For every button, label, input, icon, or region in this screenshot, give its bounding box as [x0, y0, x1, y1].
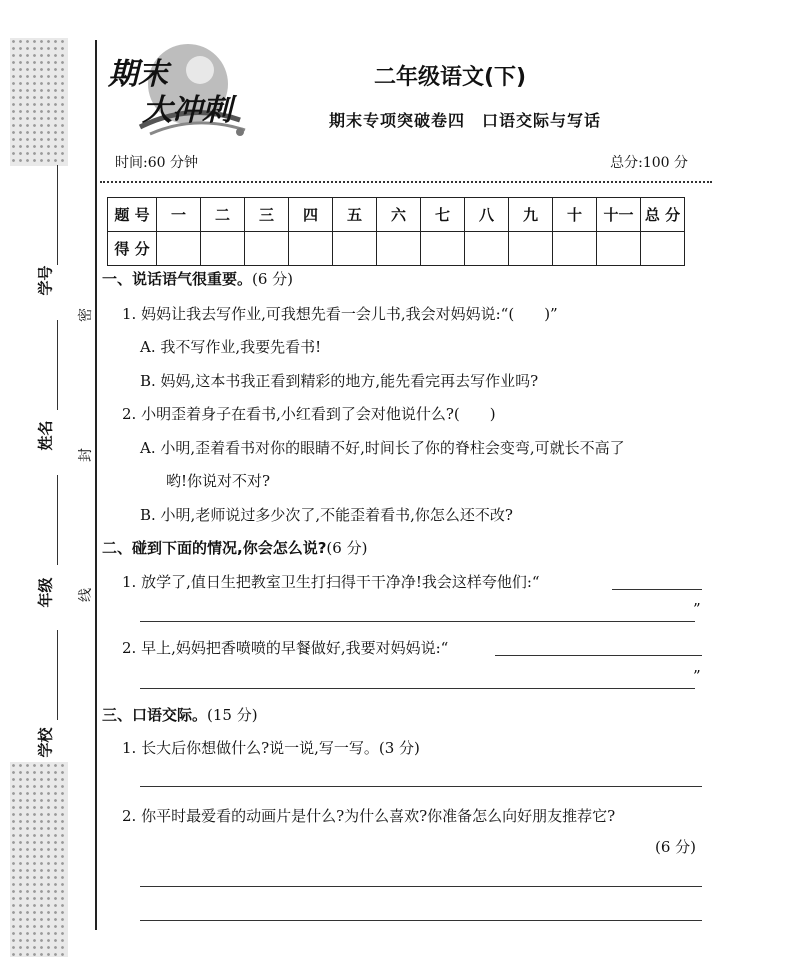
s2-q1-answer-line-1[interactable] [612, 589, 702, 590]
s1-question-1: 1. 妈妈让我去写作业,可我想先看一会儿书,我会对妈妈说:“( )” [122, 305, 558, 323]
score-header-cell: 四 [289, 198, 333, 232]
grade-label: 年级 [36, 577, 55, 608]
s1-q2-option-b: B. 小明,老师说过多少次了,不能歪着看书,你怎么还不改? [140, 506, 513, 524]
section-3-heading [102, 704, 258, 725]
name-label: 姓名 [36, 420, 55, 451]
student-id-label: 学号 [36, 265, 55, 296]
logo-text-1: 期末 [108, 57, 168, 92]
section-2-title: 二、碰到下面的情况,你会怎么说? [102, 539, 327, 557]
seal-mark-1: 密 [78, 308, 94, 322]
score-header-cell: 二 [201, 198, 245, 232]
section-2-heading [102, 537, 367, 558]
section-2-points: (6 分) [326, 539, 368, 557]
score-cell[interactable] [641, 232, 685, 266]
section-1-title: 一、说话语气很重要。 [102, 270, 253, 288]
grade-blank [57, 475, 58, 565]
score-cell[interactable] [289, 232, 333, 266]
page-title: 二年级语文(下) [373, 65, 527, 90]
student-id-blank [57, 165, 58, 265]
seal-mark-2: 封 [78, 448, 94, 462]
s1-q1-option-a: A. 我不写作业,我要先看书! [140, 338, 322, 356]
score-cell[interactable] [509, 232, 553, 266]
school-blank [57, 630, 58, 720]
s3-question-1: 1. 长大后你想做什么?说一说,写一写。(3 分) [122, 739, 420, 757]
score-header-cell: 总 分 [641, 198, 685, 232]
score-header-cell: 一 [157, 198, 201, 232]
s2-q2-answer-line-1[interactable] [495, 655, 702, 656]
s3-q2-points: (6 分) [655, 838, 697, 856]
score-header-cell: 十一 [597, 198, 641, 232]
s3-question-2: 2. 你平时最爱看的动画片是什么?为什么喜欢?你准备怎么向好朋友推荐它? [122, 807, 616, 825]
time-limit: 时间:60 分钟 [115, 155, 198, 171]
score-cell[interactable] [421, 232, 465, 266]
score-header-cell: 五 [333, 198, 377, 232]
score-cell[interactable] [157, 232, 201, 266]
score-table-score-row [108, 232, 685, 266]
s2-q1-close-quote: ” [693, 600, 701, 618]
section-1-points: (6 分) [252, 270, 294, 288]
score-header-cell: 题 号 [108, 198, 157, 232]
s1-q2-option-a-cont: 哟!你说对不对? [166, 472, 271, 490]
s1-q2-option-a: A. 小明,歪着看书对你的眼睛不好,时间长了你的脊柱会变弯,可就长不高了 [140, 439, 625, 457]
score-header-cell: 六 [377, 198, 421, 232]
s2-q2-close-quote: ” [693, 667, 701, 685]
binding-line [95, 40, 97, 930]
score-cell[interactable] [465, 232, 509, 266]
total-score: 总分:100 分 [610, 155, 688, 171]
name-blank [57, 320, 58, 410]
score-header-cell: 八 [465, 198, 509, 232]
binding-pattern-top [10, 38, 68, 166]
school-label: 学校 [36, 727, 55, 758]
score-cell[interactable] [201, 232, 245, 266]
dotted-separator [100, 181, 712, 183]
s2-question-1: 1. 放学了,值日生把教室卫生打扫得干干净净!我会这样夸他们:“ [122, 573, 540, 591]
logo-graphic [100, 42, 250, 142]
seal-mark-3: 线 [78, 588, 94, 602]
section-3-points: (15 分) [207, 706, 258, 724]
section-3-title: 三、口语交际。 [102, 706, 208, 724]
score-cell[interactable] [377, 232, 421, 266]
s1-question-2: 2. 小明歪着身子在看书,小红看到了会对他说什么?( ) [122, 405, 496, 423]
score-cell[interactable] [245, 232, 289, 266]
score-header-cell: 九 [509, 198, 553, 232]
s1-q1-option-b: B. 妈妈,这本书我正看到精彩的地方,能先看完再去写作业吗? [140, 372, 539, 390]
s3-q2-answer-line-1[interactable] [140, 886, 702, 887]
score-table-header-row [108, 198, 685, 232]
score-header-cell: 七 [421, 198, 465, 232]
score-cell[interactable] [553, 232, 597, 266]
page-subtitle: 期末专项突破卷四 口语交际与写话 [328, 111, 601, 130]
s3-q2-answer-line-2[interactable] [140, 920, 702, 921]
s2-question-2: 2. 早上,妈妈把香喷喷的早餐做好,我要对妈妈说:“ [122, 639, 449, 657]
s2-q2-answer-line-2[interactable] [140, 688, 695, 689]
score-header-cell: 十 [553, 198, 597, 232]
s2-q1-answer-line-2[interactable] [140, 621, 695, 622]
logo-text-2: 大冲刺 [142, 93, 232, 128]
binding-pattern-bottom [10, 762, 68, 957]
score-cell[interactable] [597, 232, 641, 266]
s3-q1-answer-line[interactable] [140, 786, 702, 787]
score-cell[interactable] [333, 232, 377, 266]
score-table [107, 197, 685, 266]
section-1-heading [102, 268, 293, 289]
score-row-label: 得 分 [108, 232, 157, 266]
score-header-cell: 三 [245, 198, 289, 232]
